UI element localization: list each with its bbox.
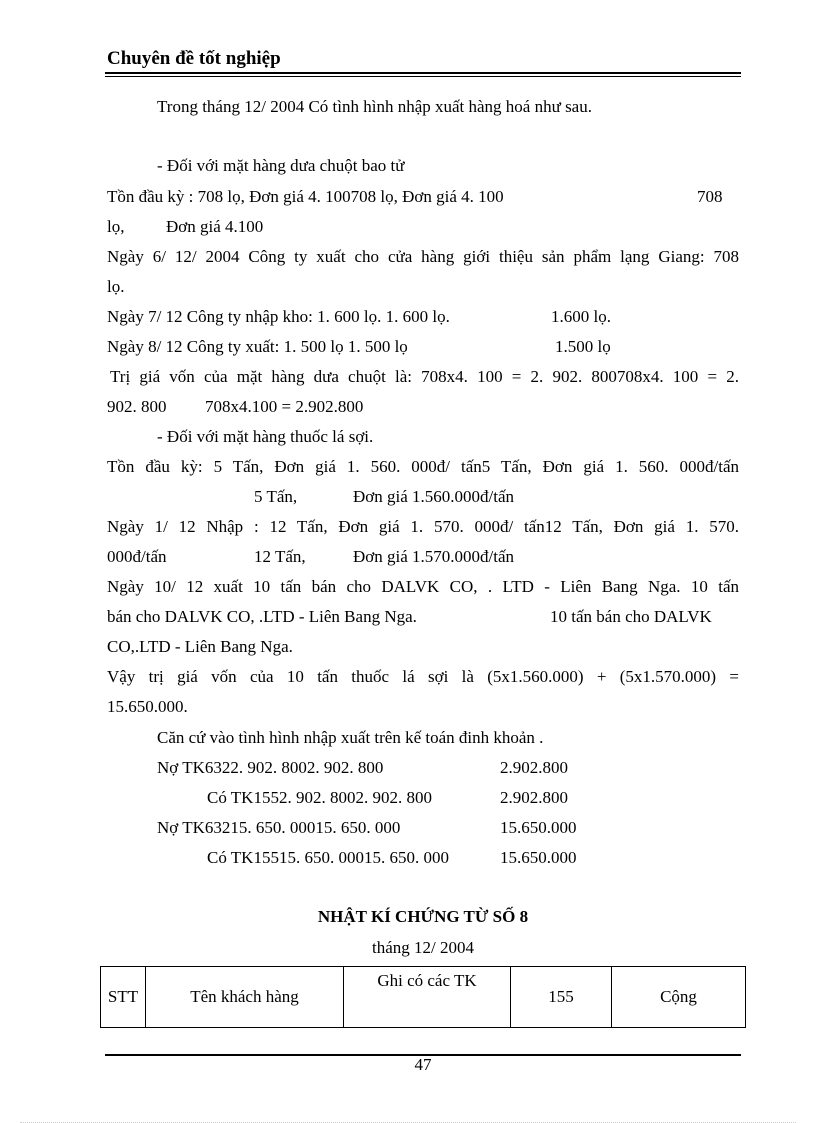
item2-cost-line: Vậy trị giá vốn của 10 tấn thuốc lá sợi là (5x1.560.000) + (5x1.570.000) = [107,667,739,686]
item1-cost-value: 708x4.100 = 2.902.800 [205,397,364,416]
entry-value: 2.902.800 [500,758,568,777]
col-account-155: 155 [511,967,612,1028]
journal-table [100,966,746,1028]
item1-export-text: Ngày 8/ 12 Công ty xuất: 1. 500 lọ 1. 500 lọ [107,337,408,356]
journal-title: NHẬT KÍ CHỨNG TỪ SỐ 8 [317,907,529,926]
item2-import-qty: 12 Tấn, [254,547,306,566]
entry-label: Nợ TK6322. 902. 8002. 902. 800 [157,758,384,777]
col-credit-accounts: Ghi có các TK [344,967,511,1028]
item1-import-qty: 1.600 lọ. [551,307,611,326]
item2-export-text: bán cho DALVK CO, .LTD - Liên Bang Nga. [107,607,417,626]
item1-line-cost: Trị giá vốn của mặt hàng dưa chuột là: 708x4. 100 = 2. 902. 800708x4. 100 = 2. [110,367,739,386]
item2-cost-line2: 15.650.000. [107,697,188,716]
col-customer-name: Tên khách hàng [146,967,344,1028]
item2-opening-line: Tồn đầu kỳ: 5 Tấn, Đơn giá 1. 560. 000đ/ tấn5 Tấn, Đơn giá 1. 560. 000đ/tấn [107,457,739,476]
item2-import-unit: 000đ/tấn [107,547,167,566]
entry-label: Nợ TK63215. 650. 00015. 650. 000 [157,818,401,837]
item1-import-text: Ngày 7/ 12 Công ty nhập kho: 1. 600 lọ. 1. 600 lọ. [107,307,450,326]
col-total: Cộng [612,967,746,1028]
entry-row [157,757,739,779]
header-rule-thin [105,76,741,77]
item1-line-import [107,306,739,328]
item1-line-export-1-cont: lọ. [107,277,125,296]
page-header-title: Chuyên đề tốt nghiệp [107,48,281,69]
item2-import-price: Đơn giá 1.570.000đ/tấn [353,547,515,566]
entry-value: 15.650.000 [500,848,577,867]
item1-opening-unit: lọ, [107,217,125,236]
item1-line-export-2 [107,336,739,358]
col-stt: STT [101,967,146,1028]
item1-export-qty: 1.500 lọ [555,337,611,356]
item2-import-line2 [107,546,739,568]
item1-opening-line2 [107,216,739,238]
intro-paragraph: Trong tháng 12/ 2004 Có tình hình nhập xuất hàng hoá như sau. [157,97,592,116]
item1-opening-line [107,186,739,208]
entry-row [157,817,739,839]
journal-subtitle: tháng 12/ 2004 [372,938,474,957]
item2-heading: - Đối với mặt hàng thuốc lá sợi. [157,427,374,446]
item1-line-export-1: Ngày 6/ 12/ 2004 Công ty xuất cho cửa hàng giới thiệu sản phẩm lạng Giang: 708 [107,247,739,266]
entry-row [207,787,739,809]
item1-opening-price: Đơn giá 4.100 [166,217,264,236]
item2-import-line: Ngày 1/ 12 Nhập : 12 Tấn, Đơn giá 1. 570. 000đ/ tấn12 Tấn, Đơn giá 1. 570. [107,517,739,536]
header-rule-thick [105,72,741,74]
item1-cost-text: 902. 800 [107,397,167,416]
entry-label: Có TK1552. 902. 8002. 902. 800 [207,788,432,807]
item2-opening-qty: 5 Tấn, [254,487,298,506]
item2-export-line: Ngày 10/ 12 xuất 10 tấn bán cho DALVK CO, . LTD - Liên Bang Nga. 10 tấn [107,577,739,596]
item2-opening-price: Đơn giá 1.560.000đ/tấn [353,487,515,506]
page-number: 47 [414,1055,432,1074]
entry-value: 2.902.800 [500,788,568,807]
entries-intro: Căn cứ vào tình hình nhập xuất trên kế toán đinh khoản . [157,728,544,747]
item2-export-text-dup: 10 tấn bán cho DALVK [550,607,712,626]
entry-row [207,847,739,869]
journal-header-row [101,967,746,1028]
item2-export-line3: CO,.LTD - Liên Bang Nga. [107,637,293,656]
item1-opening-text: Tồn đầu kỳ : 708 lọ, Đơn giá 4. 100708 lọ, Đơn giá 4. 100 [107,187,504,206]
item2-export-line2 [107,606,739,628]
item1-line-cost-cont [107,396,739,418]
entry-value: 15.650.000 [500,818,577,837]
entry-label: Có TK15515. 650. 00015. 650. 000 [207,848,449,867]
item1-heading: - Đối với mặt hàng dưa chuột bao tử [157,156,405,175]
item1-opening-qty: 708 [697,187,723,206]
